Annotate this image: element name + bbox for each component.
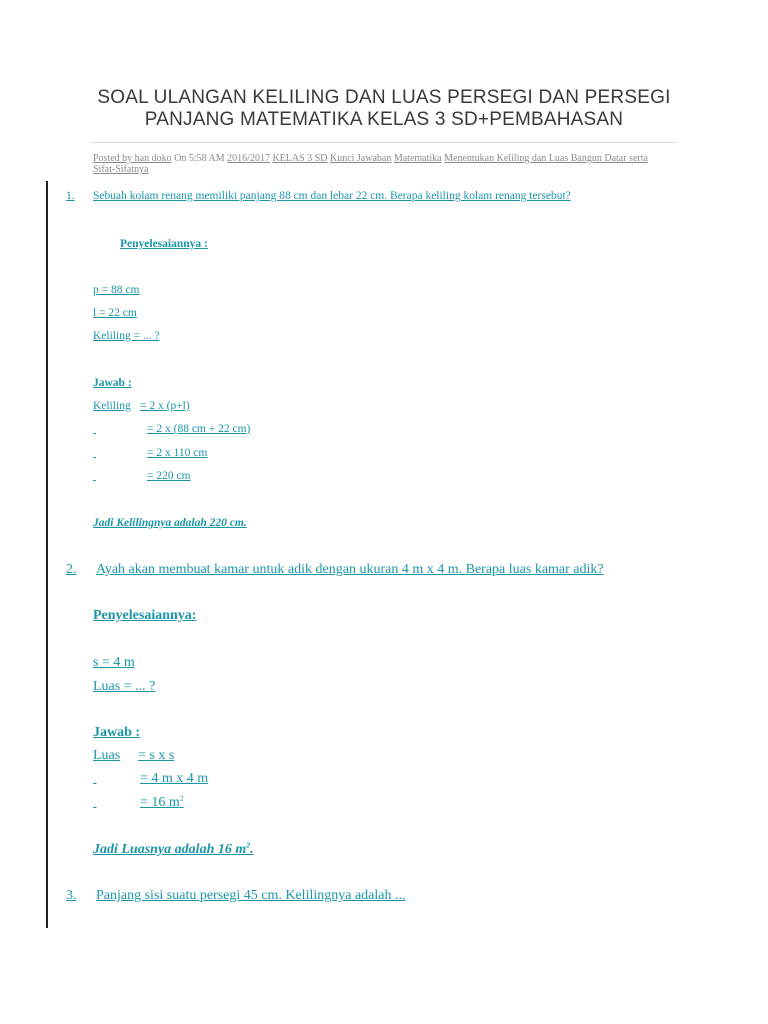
q2-step-3 [140, 795, 184, 811]
q1-answer-heading: Jawab : [93, 377, 132, 389]
q2-answer-heading: Jawab : [93, 725, 141, 740]
q2-given-luas: Luas = ... ? [93, 679, 156, 694]
q1-given-l: l = 22 cm [93, 307, 137, 319]
q2-conclusion-text: Jadi Luasnya adalah 16 m [93, 842, 247, 857]
label-link-kelas-3-sd[interactable]: KELAS 3 SD [272, 153, 328, 164]
label-link-2016-2017[interactable]: 2016/2017 [227, 153, 270, 164]
q2-solution-heading: Penyelesaiannya: [93, 608, 197, 623]
title-divider [90, 142, 677, 143]
q1-conclusion: Jadi Kelilingnya adalah 220 cm. [93, 517, 247, 529]
q2-indent-3 [93, 795, 139, 811]
q1-given-keliling: Keliling = ... ? [93, 330, 160, 342]
q1-solution-heading: Penyelesaiannya : [120, 238, 208, 250]
q1-question: Sebuah kolam renang memiliki panjang 88 cm dan lebar 22 cm. Berapa keliling kolam renang tersebut? [93, 190, 571, 202]
q2-question: Ayah akan membuat kamar untuk adik dengan ukuran 4 m x 4 m. Berapa luas kamar adik? [96, 562, 604, 577]
content-left-border [46, 181, 48, 928]
label-link-kunci-jawaban[interactable]: Kunci Jawaban [329, 153, 392, 164]
q1-step-3: = 2 x 110 cm [147, 447, 208, 459]
q2-given-s: s = 4 m [93, 655, 135, 670]
q1-indent-2 [93, 423, 143, 435]
q1-step-label: Keliling [93, 400, 131, 412]
q2-conclusion-superscript: 2 [246, 840, 251, 850]
q2-conclusion-period: . [250, 842, 254, 857]
q2-indent-2 [93, 771, 139, 787]
q2-conclusion [93, 842, 254, 858]
q3-number: 3. [66, 888, 77, 903]
page-title-line-1: SOAL ULANGAN KELILING DAN LUAS PERSEGI DAN PERSEGI [97, 87, 671, 108]
author-link[interactable]: Posted by han doko [93, 153, 172, 164]
q1-indent-3 [93, 447, 143, 459]
post-time: On 5:58 AM [174, 153, 225, 164]
q1-number: 1. [66, 190, 75, 202]
post-meta [93, 153, 663, 175]
q1-step-2: = 2 x (88 cm + 22 cm) [147, 423, 251, 435]
q1-given-p: p = 88 cm [93, 284, 140, 296]
q1-step-1: = 2 x (p+l) [140, 400, 190, 412]
q2-step-3-value: = 16 m [140, 795, 180, 810]
label-link-menentukan-keliling[interactable]: Menentukan Keliling dan Luas Bangun Datar serta Sifat-Sifatnya [93, 153, 648, 175]
q2-step-3-superscript: 2 [179, 793, 184, 803]
q2-number: 2. [66, 562, 77, 577]
page-title-line-2: PANJANG MATEMATIKA KELAS 3 SD+PEMBAHASAN [144, 109, 624, 130]
q2-step-label: Luas [93, 748, 121, 763]
q1-indent-4 [93, 470, 143, 482]
q3-question: Panjang sisi suatu persegi 45 cm. Kelilingnya adalah ... [96, 888, 406, 903]
label-link-matematika[interactable]: Matematika [393, 153, 442, 164]
q1-step-4: = 220 cm [147, 470, 191, 482]
q2-step-2: = 4 m x 4 m [140, 771, 209, 786]
q2-step-1: = s x s [138, 748, 175, 763]
